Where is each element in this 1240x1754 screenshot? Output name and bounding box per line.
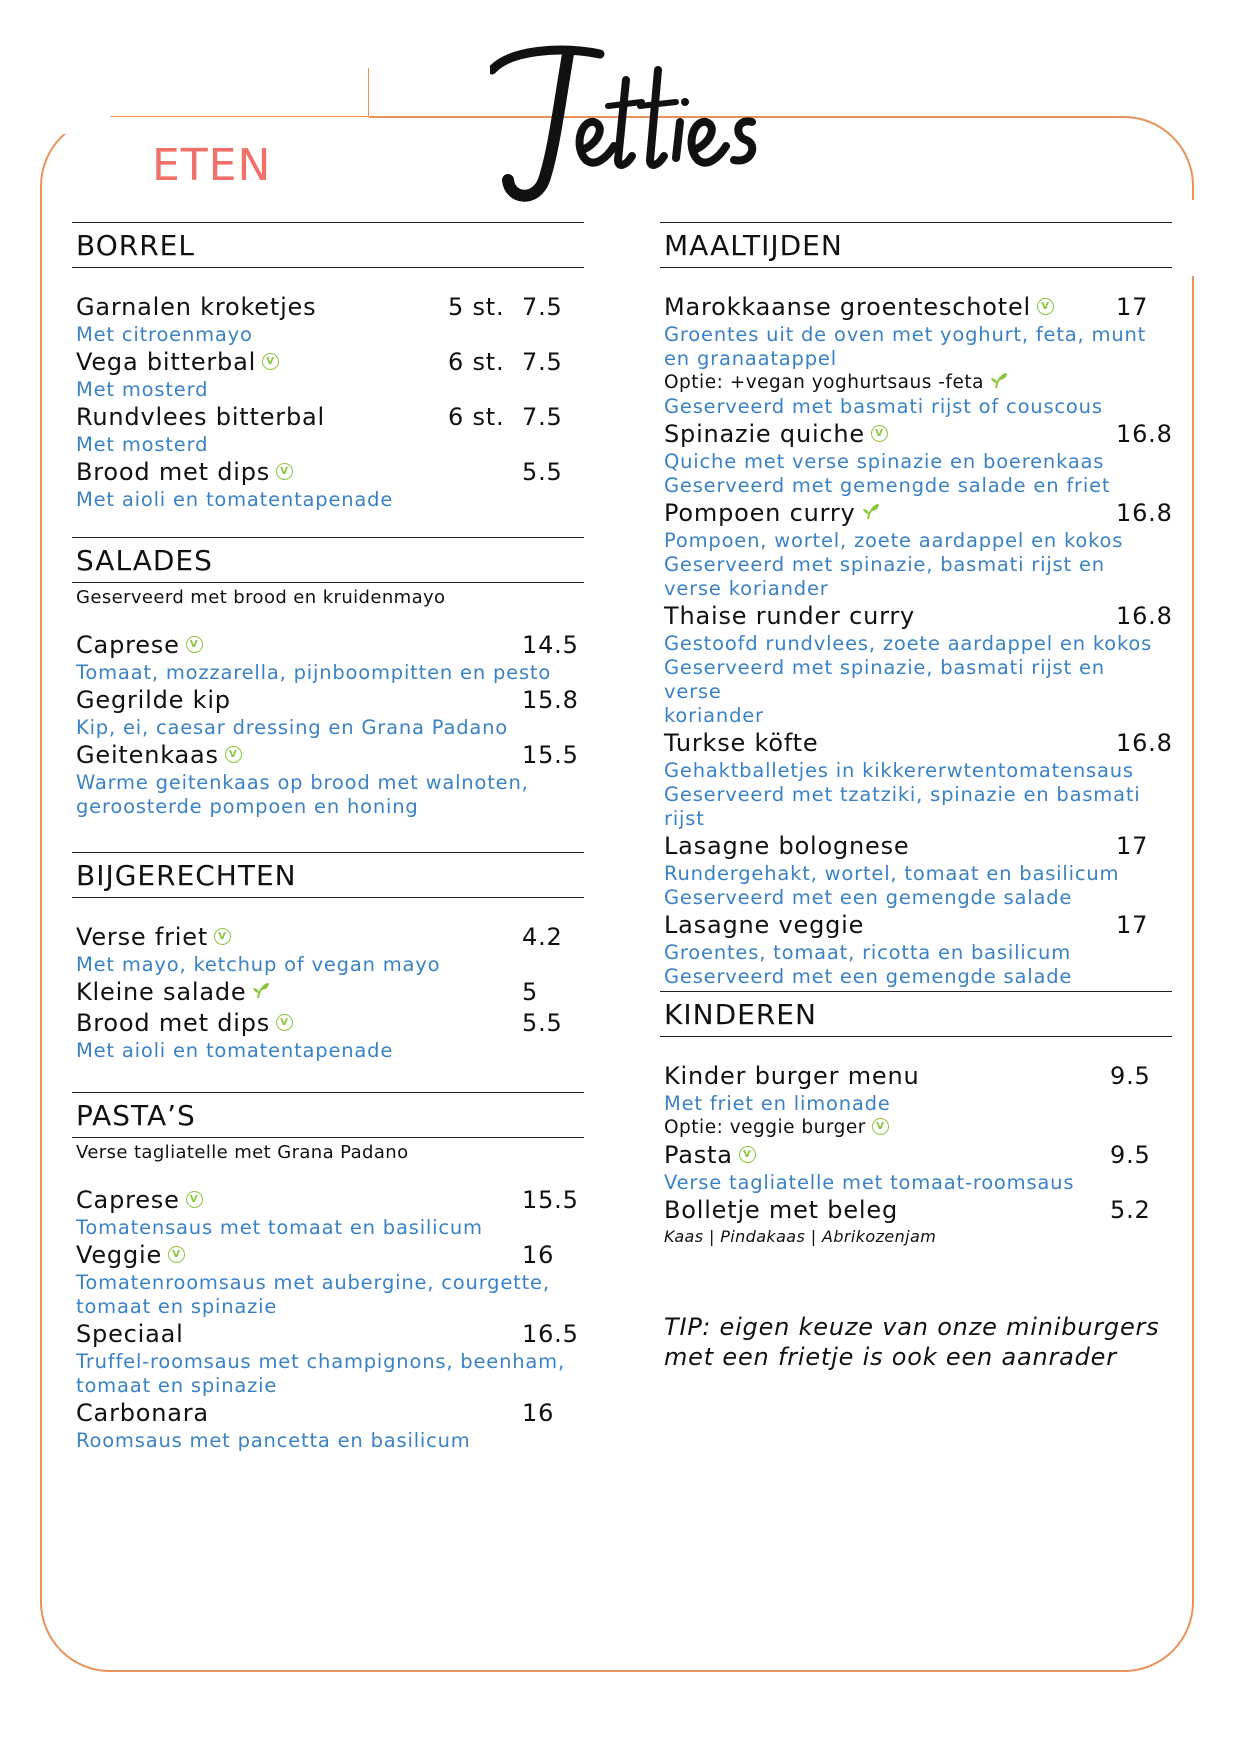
menu-item	[76, 1319, 580, 1398]
item-price: 5.5	[522, 458, 563, 486]
vegetarian-icon: V	[186, 1191, 203, 1208]
item-description: Met mosterd	[76, 378, 209, 401]
item-row	[664, 601, 1173, 632]
menu-item	[664, 831, 1168, 910]
item-name-text: Bolletje met beleg	[664, 1196, 898, 1224]
menu-section	[660, 991, 1172, 1248]
item-name	[76, 1008, 293, 1039]
item-description	[664, 474, 1168, 498]
frame-gap	[36, 104, 369, 134]
menu-item	[664, 910, 1168, 989]
item-name-text: Lasagne veggie	[664, 911, 865, 939]
vegetarian-icon: V	[214, 928, 231, 945]
item-description: Met citroenmayo	[76, 323, 253, 346]
item-description-text: Groentes, tomaat, ricotta en basilicum	[664, 941, 1071, 964]
menu-item	[76, 402, 580, 457]
item-price: 16.8	[1116, 420, 1173, 448]
menu-section	[72, 852, 584, 1063]
item-name	[76, 1185, 203, 1216]
menu-item	[76, 685, 580, 740]
item-description	[664, 632, 1168, 656]
item-name	[664, 601, 915, 632]
item-list	[72, 898, 584, 1063]
menu-section	[660, 222, 1172, 989]
item-name	[76, 685, 231, 716]
item-list	[660, 268, 1172, 989]
item-quantity: 6 st.	[448, 348, 505, 376]
frame-tab-top	[110, 116, 369, 117]
menu-item	[76, 740, 580, 819]
menu-item	[76, 1008, 580, 1063]
item-price: 16.5	[522, 1320, 579, 1348]
item-description-text: Gehaktballetjes in kikkererwtentomatensaus	[664, 759, 1134, 782]
item-row	[76, 292, 580, 323]
item-description: Tomaat, mozzarella, pijnboompitten en pesto	[76, 661, 552, 684]
item-description	[664, 886, 1168, 910]
item-name-text: Turkse köfte	[664, 729, 819, 757]
item-price: 16.8	[1116, 729, 1173, 757]
item-description-text: Geserveerd met spinazie, basmati rijst en verse	[664, 656, 1105, 703]
item-description: Met aioli en tomatentapenade	[76, 1039, 394, 1062]
item-description	[664, 862, 1168, 886]
item-name-text: Rundvlees bitterbal	[76, 403, 325, 431]
section-note: Verse tagliatelle met Grana Padano	[76, 1142, 409, 1163]
item-row	[664, 831, 1168, 862]
item-name	[664, 419, 888, 450]
item-name	[664, 831, 909, 862]
item-row	[664, 1061, 1168, 1092]
item-description	[664, 807, 1168, 831]
item-name-text: Thaise runder curry	[664, 602, 916, 630]
vegetarian-icon: V	[1037, 298, 1054, 315]
item-row	[664, 1140, 1168, 1171]
item-list	[72, 608, 584, 819]
item-description: Kip, ei, caesar dressing en Grana Padano	[76, 716, 509, 739]
item-name-text: Brood met dips	[76, 458, 271, 486]
vegetarian-icon: V	[276, 463, 293, 480]
menu-item	[664, 601, 1173, 728]
item-description	[664, 347, 1168, 371]
item-option	[664, 1116, 1168, 1140]
item-row	[76, 630, 580, 661]
item-description-text: Geserveerd met een gemengde salade	[664, 965, 1073, 988]
item-row	[76, 1398, 580, 1429]
item-price: 17	[1116, 911, 1149, 939]
section-heading: BIJGERECHTEN	[72, 852, 584, 898]
item-price: 7.5	[522, 403, 563, 431]
item-description-text: Geserveerd met basmati rijst of couscous	[664, 395, 1103, 418]
item-description: Truffel-roomsaus met champignons, beenham,	[76, 1350, 565, 1373]
item-name	[76, 1398, 209, 1429]
item-description	[664, 704, 1168, 728]
item-row	[76, 685, 580, 716]
section-heading: PASTA’S	[72, 1092, 584, 1138]
item-row	[664, 419, 1173, 450]
item-description: tomaat en spinazie	[76, 1374, 278, 1397]
menu-item	[76, 630, 580, 685]
item-name-text: Garnalen kroketjes	[76, 293, 317, 321]
item-name	[664, 1140, 756, 1171]
vegetarian-icon: V	[871, 425, 888, 442]
item-name	[76, 977, 270, 1008]
item-row	[76, 1240, 580, 1271]
item-row	[76, 977, 580, 1008]
item-list	[72, 1163, 584, 1453]
item-description	[664, 577, 1168, 601]
frame-tab-edge	[368, 68, 369, 116]
item-name-text: Marokkaanse groenteschotel	[664, 293, 1031, 321]
item-description: geroosterde pompoen en honing	[76, 795, 419, 818]
item-name	[76, 402, 325, 433]
item-price: 15.5	[522, 741, 579, 769]
item-price: 15.8	[522, 686, 579, 714]
item-name-text: Pasta	[664, 1141, 733, 1169]
vegan-leaf-icon	[862, 502, 880, 520]
menu-item	[76, 977, 580, 1008]
item-description-text: Verse tagliatelle met tomaat-roomsaus	[664, 1171, 1075, 1194]
item-description	[664, 1171, 1168, 1195]
item-description: tomaat en spinazie	[76, 1295, 278, 1318]
item-description: Tomatenroomsaus met aubergine, courgette,	[76, 1271, 550, 1294]
menu-section	[72, 222, 584, 512]
item-price: 7.5	[522, 293, 563, 321]
item-description-text: verse koriander	[664, 577, 829, 600]
item-name-text: Caprese	[76, 631, 180, 659]
vegetarian-icon: V	[168, 1246, 185, 1263]
item-name-text: Gegrilde kip	[76, 686, 231, 714]
item-description	[664, 450, 1168, 474]
menu-item	[664, 728, 1173, 831]
item-row	[664, 728, 1173, 759]
item-name	[76, 292, 316, 323]
menu-item	[76, 1398, 580, 1453]
frame-right-gap	[1180, 200, 1210, 276]
tip-line: TIP: eigen keuze van onze miniburgers	[664, 1313, 1160, 1341]
item-name	[76, 922, 231, 953]
item-price: 7.5	[522, 348, 563, 376]
item-row	[76, 922, 580, 953]
item-name	[76, 740, 242, 771]
menu-item	[664, 498, 1173, 601]
item-detail	[664, 1226, 1168, 1248]
item-name-text: Carbonara	[76, 1399, 209, 1427]
item-row	[76, 1185, 580, 1216]
item-price: 15.5	[522, 1186, 579, 1214]
item-description	[664, 783, 1168, 807]
item-name	[76, 630, 203, 661]
item-description: Tomatensaus met tomaat en basilicum	[76, 1216, 483, 1239]
item-description	[664, 965, 1168, 989]
item-row	[76, 1319, 580, 1350]
menu-item	[76, 347, 580, 402]
item-description-text: Rundergehakt, wortel, tomaat en basilicum	[664, 862, 1120, 885]
item-description-text: rijst	[664, 807, 705, 830]
menu-item	[76, 922, 580, 977]
item-price: 17	[1116, 832, 1149, 860]
item-price: 16.8	[1116, 499, 1173, 527]
tip-text	[664, 1312, 1160, 1372]
item-detail-text: Kaas | Pindakaas | Abrikozenjam	[664, 1227, 937, 1246]
item-row	[664, 1195, 1168, 1226]
item-name	[76, 347, 279, 378]
item-name	[76, 457, 293, 488]
item-description	[664, 1092, 1168, 1116]
item-description: Met mosterd	[76, 433, 209, 456]
vegetarian-icon: V	[872, 1118, 889, 1135]
item-description-text: koriander	[664, 704, 764, 727]
item-name-text: Kleine salade	[76, 978, 247, 1006]
item-description-text: Quiche met verse spinazie en boerenkaas	[664, 450, 1105, 473]
section-heading: MAALTIJDEN	[660, 222, 1172, 268]
item-price: 14.5	[522, 631, 579, 659]
item-price: 9.5	[1110, 1062, 1151, 1090]
menu-section	[72, 1092, 584, 1453]
vegetarian-icon: V	[276, 1014, 293, 1031]
item-name	[664, 1195, 898, 1226]
item-description	[664, 395, 1168, 419]
item-price: 16	[522, 1399, 555, 1427]
item-name	[76, 1319, 184, 1350]
item-description-text: Geserveerd met tzatziki, spinazie en basmati	[664, 783, 1141, 806]
item-name	[664, 292, 1054, 323]
vegetarian-icon: V	[739, 1146, 756, 1163]
item-row	[664, 292, 1168, 323]
item-option	[664, 371, 1168, 395]
section-note: Geserveerd met brood en kruidenmayo	[76, 587, 446, 608]
item-name-text: Veggie	[76, 1241, 163, 1269]
item-description	[664, 529, 1168, 553]
section-heading: KINDEREN	[660, 991, 1172, 1037]
menu-item	[76, 457, 580, 512]
item-description-text: Gestoofd rundvlees, zoete aardappel en kokos	[664, 632, 1153, 655]
item-row	[76, 740, 580, 771]
item-name-text: Lasagne bolognese	[664, 832, 910, 860]
item-name	[664, 910, 864, 941]
item-price: 5.5	[522, 1009, 563, 1037]
item-name-text: Vega bitterbal	[76, 348, 257, 376]
item-option-text: Optie: +vegan yoghurtsaus -feta	[664, 372, 984, 393]
section-heading: SALADES	[72, 537, 584, 583]
tip-line: met een frietje is ook een aanrader	[664, 1343, 1117, 1371]
item-name-text: Pompoen curry	[664, 499, 856, 527]
item-quantity: 6 st.	[448, 403, 505, 431]
page-title: ETEN	[152, 140, 272, 191]
item-description-text: Geserveerd met spinazie, basmati rijst en	[664, 553, 1105, 576]
item-price: 5	[522, 978, 539, 1006]
menu-item	[664, 419, 1173, 498]
vegetarian-icon: V	[225, 746, 242, 763]
item-description	[664, 759, 1168, 783]
item-row	[76, 1008, 580, 1039]
menu-item	[664, 1061, 1168, 1140]
menu-item	[76, 292, 580, 347]
item-row	[76, 347, 580, 378]
item-row	[76, 457, 580, 488]
item-description	[664, 941, 1168, 965]
item-name-text: Verse friet	[76, 923, 209, 951]
item-name-text: Kinder burger menu	[664, 1062, 920, 1090]
menu-item	[76, 1185, 580, 1240]
item-description: Warme geitenkaas op brood met walnoten,	[76, 771, 529, 794]
item-list	[72, 268, 584, 512]
vegetarian-icon: V	[262, 353, 279, 370]
item-description: Roomsaus met pancetta en basilicum	[76, 1429, 471, 1452]
item-description-text: Geserveerd met gemengde salade en friet	[664, 474, 1111, 497]
item-description-text: en granaatappel	[664, 347, 837, 370]
item-price: 9.5	[1110, 1141, 1151, 1169]
item-description: Met aioli en tomatentapenade	[76, 488, 394, 511]
item-row	[664, 498, 1173, 529]
item-option-text: Optie: veggie burger	[664, 1117, 866, 1138]
item-description	[664, 656, 1168, 704]
item-price: 16.8	[1116, 602, 1173, 630]
item-name-text: Caprese	[76, 1186, 180, 1214]
item-row	[664, 910, 1168, 941]
item-name	[664, 728, 818, 759]
item-name	[664, 498, 880, 529]
menu-item	[664, 1140, 1168, 1195]
item-name-text: Geitenkaas	[76, 741, 219, 769]
vegan-leaf-icon	[252, 981, 270, 999]
item-name	[76, 1240, 185, 1271]
vegetarian-icon: V	[186, 636, 203, 653]
item-description-text: Pompoen, wortel, zoete aardappel en kokos	[664, 529, 1124, 552]
item-description-text: Geserveerd met een gemengde salade	[664, 886, 1073, 909]
item-price: 17	[1116, 293, 1149, 321]
item-price: 4.2	[522, 923, 563, 951]
item-name	[664, 1061, 919, 1092]
item-name-text: Brood met dips	[76, 1009, 271, 1037]
section-heading: BORREL	[72, 222, 584, 268]
item-row	[76, 402, 580, 433]
item-price: 5.2	[1110, 1196, 1151, 1224]
item-name-text: Spinazie quiche	[664, 420, 865, 448]
vegan-leaf-icon	[990, 371, 1008, 389]
item-description	[664, 323, 1168, 347]
item-description-text: Groentes uit de oven met yoghurt, feta, munt	[664, 323, 1147, 346]
item-list	[660, 1037, 1172, 1248]
item-price: 16	[522, 1241, 555, 1269]
item-quantity: 5 st.	[448, 293, 505, 321]
jetties-logo	[490, 40, 770, 210]
item-description: Met mayo, ketchup of vegan mayo	[76, 953, 441, 976]
menu-section	[72, 537, 584, 819]
menu-item	[664, 292, 1168, 419]
item-name-text: Speciaal	[76, 1320, 184, 1348]
menu-item	[664, 1195, 1168, 1248]
menu-item	[76, 1240, 580, 1319]
item-description-text: Met friet en limonade	[664, 1092, 891, 1115]
item-description	[664, 553, 1168, 577]
